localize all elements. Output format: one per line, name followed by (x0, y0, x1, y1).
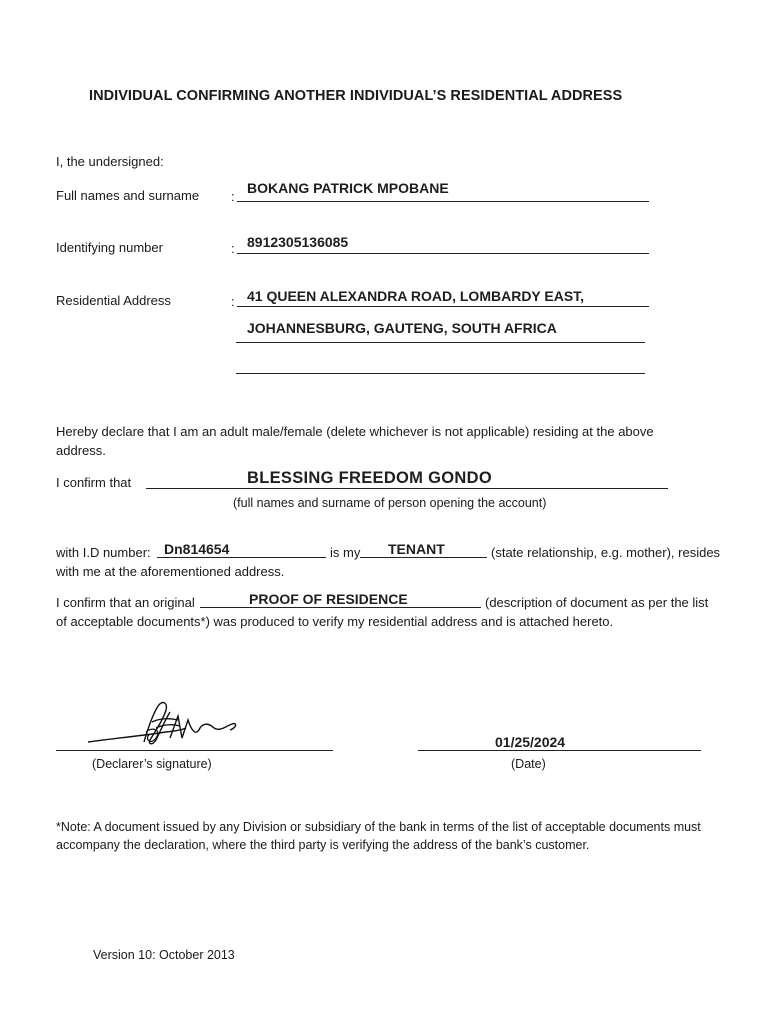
confirm-name-line (146, 488, 668, 489)
version-text: Version 10: October 2013 (93, 948, 235, 962)
intro-text: I, the undersigned: (56, 154, 164, 169)
relationship-id-value[interactable]: Dn814654 (164, 541, 230, 557)
document-value[interactable]: PROOF OF RESIDENCE (249, 591, 408, 607)
full-names-line (237, 201, 649, 202)
address-value-line2[interactable]: JOHANNESBURG, GAUTENG, SOUTH AFRICA (247, 320, 557, 336)
full-names-colon: : (231, 189, 235, 204)
document-line (200, 607, 481, 608)
full-names-value[interactable]: BOKANG PATRICK MPOBANE (247, 180, 449, 196)
relationship-line2: with me at the aforementioned address. (56, 564, 285, 579)
address-line-2 (236, 342, 645, 343)
document-line2: of acceptable documents*) was produced to verify my residential address and is attached hereto. (56, 614, 614, 629)
address-line-3 (236, 373, 645, 374)
relationship-line (360, 557, 487, 558)
address-line-1 (237, 306, 649, 307)
document-title: INDIVIDUAL CONFIRMING ANOTHER INDIVIDUAL’S RESIDENTIAL ADDRESS (89, 88, 623, 104)
relationship-value[interactable]: TENANT (388, 541, 445, 557)
date-value[interactable]: 01/25/2024 (495, 734, 566, 750)
declarer-signature (86, 698, 246, 750)
confirm-person-caption: (full names and surname of person opening the account) (233, 496, 547, 510)
relationship-id-prefix: with I.D number: (56, 545, 151, 560)
confirm-person-name[interactable]: BLESSING FREEDOM GONDO (247, 469, 492, 487)
full-names-label: Full names and surname (56, 188, 200, 203)
date-line (418, 750, 701, 751)
document-suffix: (description of document as per the list (485, 595, 709, 610)
signature-caption: (Declarer’s signature) (92, 757, 212, 771)
id-label: Identifying number (56, 240, 163, 255)
note-text: *Note: A document issued by any Division or subsidiary of the bank in terms of the list of acceptable documents must accompany the declaration, where the third party is verifying the address of the bank’s customer. (56, 820, 701, 852)
confirm-prefix: I confirm that (56, 475, 132, 490)
document-prefix: I confirm that an original (56, 595, 195, 610)
id-line (237, 253, 649, 254)
declaration-text: Hereby declare that I am an adult male/female (delete whichever is not applicable) residing at the above address. (56, 424, 654, 458)
relationship-id-line (157, 557, 326, 558)
address-value-line1[interactable]: 41 QUEEN ALEXANDRA ROAD, LOMBARDY EAST, (247, 288, 585, 304)
date-caption: (Date) (511, 757, 546, 771)
relationship-suffix: (state relationship, e.g. mother), resides (491, 545, 721, 560)
id-colon: : (231, 241, 235, 256)
relationship-is-my: is my (330, 545, 361, 560)
id-value[interactable]: 8912305136085 (247, 234, 349, 250)
address-colon: : (231, 294, 235, 309)
address-label: Residential Address (56, 293, 171, 308)
signature-line (56, 750, 333, 751)
